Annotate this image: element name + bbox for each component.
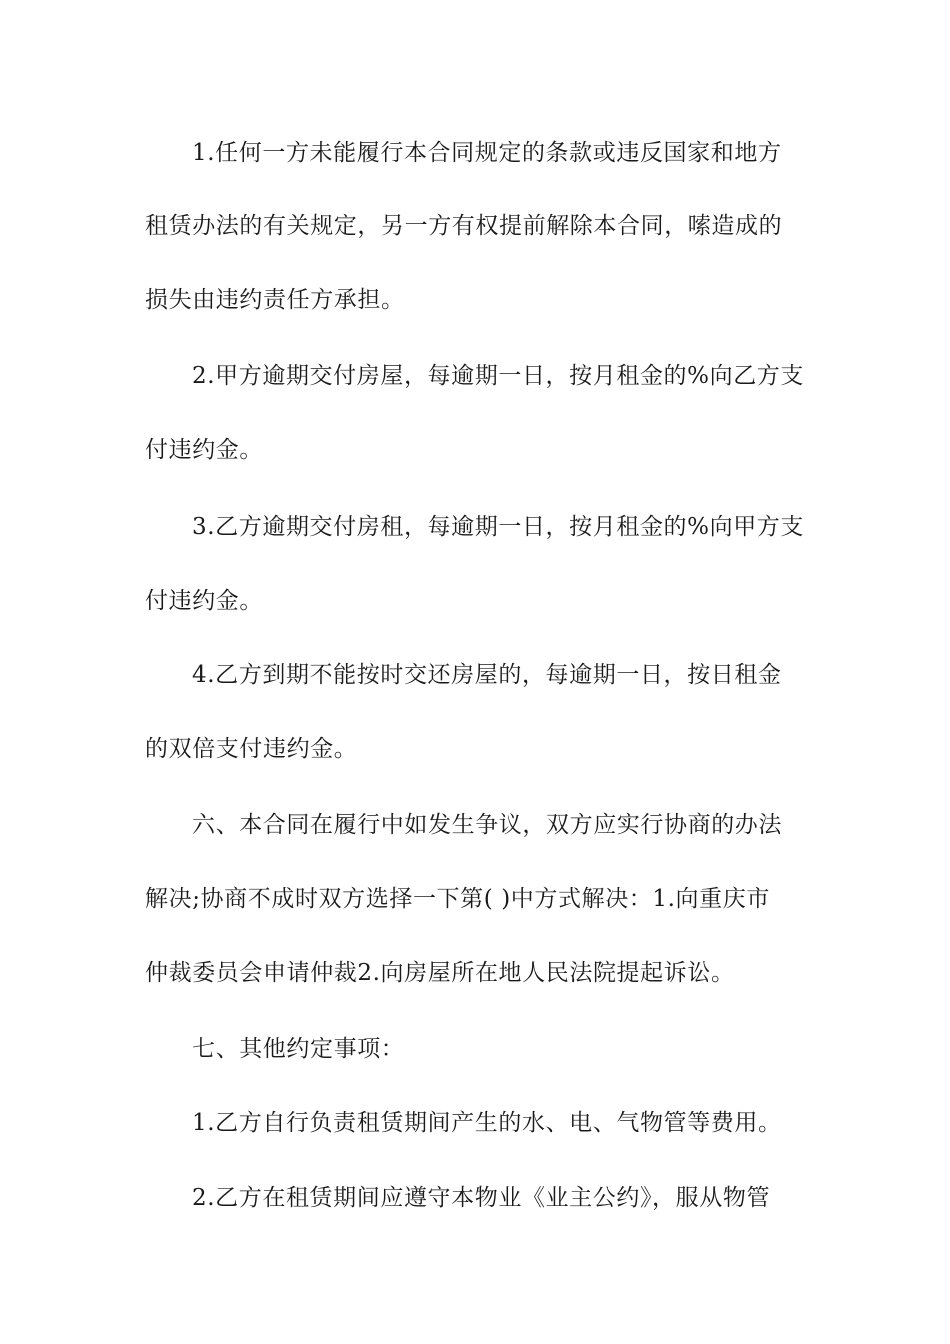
clause-1-line-1: 1.任何一方未能履行本合同规定的条款或违反国家和地方: [192, 140, 782, 166]
clause-2-line-2: 付违约金。: [145, 437, 263, 463]
section-7-item-2: 2.乙方在租赁期间应遵守本物业《业主公约》，服从物管: [192, 1185, 771, 1211]
section-7-item-1: 1.乙方自行负责租赁期间产生的水、电、气物管等费用。: [192, 1110, 782, 1136]
clause-1-line-3: 损失由违约责任方承担。: [145, 287, 405, 313]
clause-1-line-2: 租赁办法的有关规定，另一方有权提前解除本合同，嗦造成的: [145, 213, 783, 239]
clause-2-line-1: 2.甲方逾期交付房屋，每逾期一日，按月租金的%向乙方支: [192, 363, 804, 389]
clause-4-line-2: 的双倍支付违约金。: [145, 736, 358, 762]
section-6-line-1: 六、本合同在履行中如发生争议，双方应实行协商的办法: [192, 812, 782, 838]
clause-3-line-2: 付违约金。: [145, 588, 263, 614]
section-6-line-2: 解决;协商不成时双方选择一下第( )中方式解决：1.向重庆市: [145, 886, 770, 912]
section-7-heading: 七、其他约定事项：: [192, 1036, 405, 1062]
clause-4-line-1: 4.乙方到期不能按时交还房屋的，每逾期一日，按日租金: [192, 662, 782, 688]
section-6-line-3: 仲裁委员会申请仲裁2.向房屋所在地人民法院提起诉讼。: [145, 960, 735, 986]
clause-3-line-1: 3.乙方逾期交付房租，每逾期一日，按月租金的%向甲方支: [192, 514, 804, 540]
